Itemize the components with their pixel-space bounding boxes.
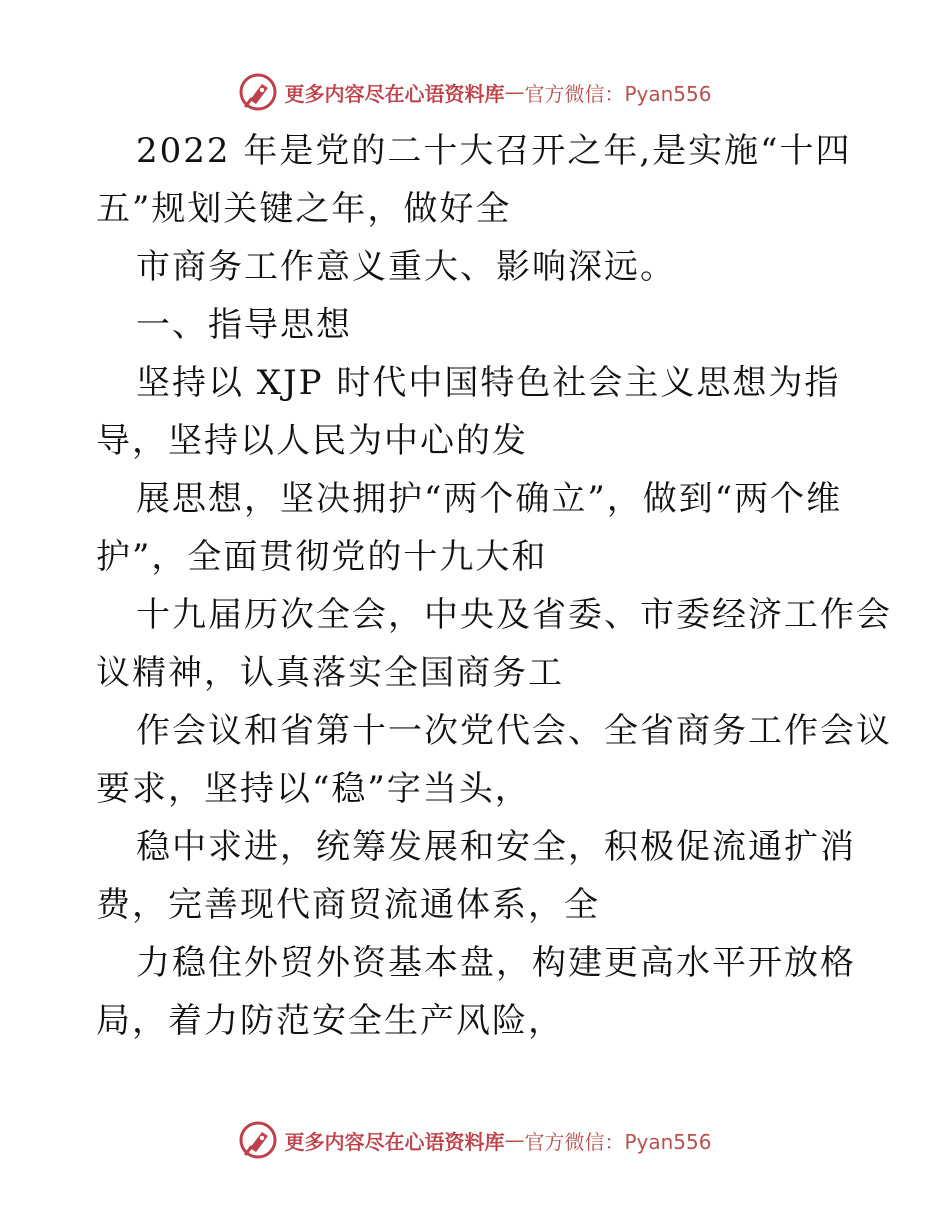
document-line: 市商务工作意义重大、影响深远。 [136,247,676,287]
header-watermark [0,70,950,114]
footer-watermark [0,1118,950,1162]
document-line: 议精神，认真落实全国商务工 [96,653,564,693]
watermark-wechat-text: 官方微信：Pyan556 [524,1129,712,1154]
document-line: 展思想，坚决拥护“两个确立”，做到“两个维 [136,479,843,519]
pen-nib-logo-icon [238,72,278,112]
document-line: 十九届历次全会，中央及省委、市委经济工作会 [136,595,892,635]
document-line: 一、指导思想 [136,305,352,345]
watermark-wechat-text: 官方微信：Pyan556 [524,81,712,106]
document-line: 力稳住外贸外资基本盘，构建更高水平开放格 [136,943,856,983]
watermark-text [284,1126,711,1155]
pen-nib-logo-icon [238,1120,278,1160]
watermark-separator: — [504,80,525,104]
document-line: 2022 年是党的二十大召开之年,是实施“十四 [136,131,852,171]
watermark-main-text: 更多内容尽在心语资料库 [284,1129,505,1154]
document-line: 导，坚持以人民为中心的发 [96,421,528,461]
document-line: 护”，全面贯彻党的十九大和 [96,537,548,577]
document-line: 稳中求进，统筹发展和安全，积极促流通扩消 [136,827,856,867]
document-body [96,122,892,1050]
watermark-main-text: 更多内容尽在心语资料库 [284,81,505,106]
watermark-text [284,78,711,107]
document-line: 局，着力防范安全生产风险， [96,1001,564,1041]
document-line: 坚持以 XJP 时代中国特色社会主义思想为指 [136,363,841,403]
document-line: 费，完善现代商贸流通体系，全 [96,885,600,925]
watermark-separator: — [504,1128,525,1152]
document-line: 五”规划关键之年，做好全 [96,189,512,229]
document-line: 要求，坚持以“稳”字当头， [96,769,531,809]
document-line: 作会议和省第十一次党代会、全省商务工作会议 [136,711,892,751]
